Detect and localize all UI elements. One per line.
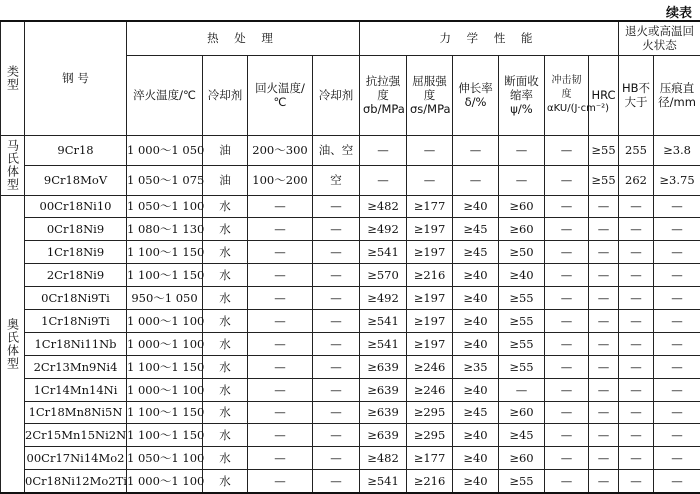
coolant2-cell: —	[313, 424, 360, 447]
table-row	[1, 401, 700, 424]
header-type: 类型	[1, 21, 25, 135]
grade-cell: 1Cr18Ni11Nb	[25, 332, 127, 355]
coolant1-cell: 水	[203, 332, 248, 355]
hb-cell: 262	[619, 165, 654, 195]
temper-cell: —	[248, 218, 313, 241]
quench-cell: 1 050～1 075	[127, 165, 203, 195]
yield-cell: ≥197	[407, 218, 453, 241]
quench-cell: 1 000～1 100	[127, 378, 203, 401]
indent-cell: —	[654, 264, 700, 287]
coolant2-cell: —	[313, 401, 360, 424]
impact-cell: —	[545, 378, 589, 401]
tensile-cell: ≥492	[360, 218, 407, 241]
indent-cell: —	[654, 287, 700, 310]
temper-cell: —	[248, 309, 313, 332]
reduction-cell: ≥55	[499, 287, 545, 310]
hrc-cell: —	[589, 241, 619, 264]
coolant2-cell: —	[313, 332, 360, 355]
temper-cell: —	[248, 264, 313, 287]
table-row	[1, 470, 700, 493]
yield-cell: ≥216	[407, 264, 453, 287]
impact-cell: —	[545, 447, 589, 470]
tensile-cell: ≥639	[360, 401, 407, 424]
hb-cell: —	[619, 195, 654, 218]
indent-cell: —	[654, 378, 700, 401]
tensile-cell: —	[360, 165, 407, 195]
grade-cell: 1Cr18Ni9Ti	[25, 309, 127, 332]
header-indent: 压痕直径/mm	[654, 55, 700, 135]
temper-cell: —	[248, 424, 313, 447]
coolant1-cell: 水	[203, 470, 248, 493]
coolant1-cell: 水	[203, 195, 248, 218]
type-cell-austenitic: 奥氏体型	[1, 195, 25, 493]
reduction-cell: —	[499, 135, 545, 165]
tensile-cell: ≥492	[360, 287, 407, 310]
coolant2-cell: —	[313, 470, 360, 493]
elongation-cell: —	[453, 165, 499, 195]
tensile-cell: ≥541	[360, 470, 407, 493]
header-yield: 屈服强度σs/MPa	[407, 55, 453, 135]
yield-cell: ≥197	[407, 287, 453, 310]
impact-cell: —	[545, 135, 589, 165]
grade-cell: 9Cr18MoV	[25, 165, 127, 195]
grade-cell: 1Cr14Mn14Ni	[25, 378, 127, 401]
indent-cell: —	[654, 218, 700, 241]
table-row	[1, 165, 700, 195]
reduction-cell: ≥45	[499, 424, 545, 447]
hrc-cell: —	[589, 218, 619, 241]
hrc-cell: ≥55	[589, 165, 619, 195]
coolant1-cell: 水	[203, 378, 248, 401]
coolant1-cell: 水	[203, 309, 248, 332]
impact-cell: —	[545, 264, 589, 287]
coolant1-cell: 油	[203, 165, 248, 195]
impact-cell: —	[545, 241, 589, 264]
grade-cell: 00Cr18Ni10	[25, 195, 127, 218]
tensile-cell: ≥570	[360, 264, 407, 287]
header-impact: 冲击韧度αKU/(J·cm⁻²)	[545, 55, 589, 135]
temper-cell: —	[248, 241, 313, 264]
elongation-cell: ≥40	[453, 309, 499, 332]
yield-cell: —	[407, 165, 453, 195]
temper-cell: —	[248, 447, 313, 470]
tensile-cell: —	[360, 135, 407, 165]
yield-cell: ≥295	[407, 401, 453, 424]
grade-cell: 2Cr13Mn9Ni4	[25, 355, 127, 378]
table-row	[1, 218, 700, 241]
impact-cell: —	[545, 195, 589, 218]
temper-cell: —	[248, 332, 313, 355]
temper-cell: —	[248, 355, 313, 378]
hrc-cell: —	[589, 195, 619, 218]
hrc-cell: —	[589, 309, 619, 332]
indent-cell: —	[654, 309, 700, 332]
grade-cell: 1Cr18Mn8Ni5N	[25, 401, 127, 424]
impact-cell: —	[545, 309, 589, 332]
quench-cell: 1 000～1 100	[127, 309, 203, 332]
hb-cell: —	[619, 309, 654, 332]
header-hrc: HRC	[589, 55, 619, 135]
coolant2-cell: —	[313, 241, 360, 264]
temper-cell: —	[248, 378, 313, 401]
coolant2-cell: —	[313, 309, 360, 332]
coolant1-cell: 水	[203, 401, 248, 424]
impact-cell: —	[545, 424, 589, 447]
indent-cell: —	[654, 470, 700, 493]
hb-cell: —	[619, 264, 654, 287]
yield-cell: ≥216	[407, 470, 453, 493]
coolant2-cell: —	[313, 355, 360, 378]
indent-cell: ≥3.75	[654, 165, 700, 195]
table-row	[1, 264, 700, 287]
hrc-cell: —	[589, 470, 619, 493]
coolant2-cell: —	[313, 218, 360, 241]
coolant2-cell: —	[313, 287, 360, 310]
coolant1-cell: 水	[203, 241, 248, 264]
temper-cell: 100～200	[248, 165, 313, 195]
elongation-cell: ≥40	[453, 264, 499, 287]
header-reduction: 断面收缩率ψ/%	[499, 55, 545, 135]
elongation-cell: ≥40	[453, 378, 499, 401]
yield-cell: ≥177	[407, 447, 453, 470]
continued-label: 续表	[666, 2, 692, 21]
quench-cell: 1 100～1 150	[127, 424, 203, 447]
type-cell-martensitic: 马氏体型	[1, 135, 25, 195]
hb-cell: —	[619, 401, 654, 424]
coolant2-cell: —	[313, 447, 360, 470]
elongation-cell: ≥40	[453, 195, 499, 218]
header-grade: 钢 号	[25, 21, 127, 135]
yield-cell: ≥246	[407, 378, 453, 401]
elongation-cell: ≥40	[453, 470, 499, 493]
austenitic-group	[1, 195, 700, 493]
hrc-cell: —	[589, 332, 619, 355]
table-row	[1, 447, 700, 470]
elongation-cell: ≥40	[453, 287, 499, 310]
reduction-cell: ≥55	[499, 332, 545, 355]
table-row	[1, 332, 700, 355]
header-hb: HB不大于	[619, 55, 654, 135]
temper-cell: —	[248, 287, 313, 310]
hb-cell: —	[619, 218, 654, 241]
elongation-cell: —	[453, 135, 499, 165]
indent-cell: —	[654, 332, 700, 355]
reduction-cell: ≥60	[499, 401, 545, 424]
coolant1-cell: 油	[203, 135, 248, 165]
reduction-cell: ≥55	[499, 355, 545, 378]
table-row	[1, 195, 700, 218]
tensile-cell: ≥639	[360, 378, 407, 401]
reduction-cell: ≥60	[499, 195, 545, 218]
yield-cell: ≥197	[407, 309, 453, 332]
grade-cell: 2Cr15Mn15Ni2N	[25, 424, 127, 447]
grade-cell: 0Cr18Ni12Mo2Ti	[25, 470, 127, 493]
reduction-cell: ≥55	[499, 470, 545, 493]
elongation-cell: ≥35	[453, 355, 499, 378]
header-coolant-1: 冷却剂	[203, 55, 248, 135]
reduction-cell: ≥55	[499, 309, 545, 332]
indent-cell: —	[654, 195, 700, 218]
reduction-cell: ≥50	[499, 241, 545, 264]
grade-cell: 0Cr18Ni9Ti	[25, 287, 127, 310]
yield-cell: ≥197	[407, 332, 453, 355]
indent-cell: —	[654, 355, 700, 378]
quench-cell: 1 000～1 100	[127, 332, 203, 355]
hrc-cell: —	[589, 447, 619, 470]
indent-cell: —	[654, 401, 700, 424]
grade-cell: 2Cr18Ni9	[25, 264, 127, 287]
hrc-cell: ≥55	[589, 135, 619, 165]
temper-cell: —	[248, 470, 313, 493]
impact-cell: —	[545, 355, 589, 378]
indent-cell: ≥3.8	[654, 135, 700, 165]
tensile-cell: ≥541	[360, 241, 407, 264]
table-row	[1, 424, 700, 447]
tensile-cell: ≥541	[360, 332, 407, 355]
tensile-cell: ≥482	[360, 447, 407, 470]
reduction-cell: —	[499, 165, 545, 195]
coolant2-cell: 空	[313, 165, 360, 195]
hrc-cell: —	[589, 424, 619, 447]
impact-cell: —	[545, 470, 589, 493]
header-coolant-2: 冷却剂	[313, 55, 360, 135]
tensile-cell: ≥482	[360, 195, 407, 218]
steel-spec-table	[0, 20, 700, 494]
grade-cell: 9Cr18	[25, 135, 127, 165]
quench-cell: 1 080～1 130	[127, 218, 203, 241]
yield-cell: —	[407, 135, 453, 165]
coolant2-cell: —	[313, 264, 360, 287]
elongation-cell: ≥45	[453, 241, 499, 264]
tensile-cell: ≥541	[360, 309, 407, 332]
hb-cell: —	[619, 241, 654, 264]
header-heat-treatment: 热 处 理	[127, 21, 360, 55]
coolant2-cell: —	[313, 195, 360, 218]
table-row	[1, 135, 700, 165]
reduction-cell: ≥40	[499, 264, 545, 287]
impact-cell: —	[545, 401, 589, 424]
header-mechanical-properties: 力 学 性 能	[360, 21, 619, 55]
tensile-cell: ≥639	[360, 355, 407, 378]
temper-cell: —	[248, 401, 313, 424]
indent-cell: —	[654, 424, 700, 447]
temper-cell: —	[248, 195, 313, 218]
reduction-cell: ≥60	[499, 447, 545, 470]
reduction-cell: ≥60	[499, 218, 545, 241]
quench-cell: 1 000～1 050	[127, 135, 203, 165]
indent-cell: —	[654, 447, 700, 470]
quench-cell: 1 100～1 150	[127, 355, 203, 378]
tensile-cell: ≥639	[360, 424, 407, 447]
header-annealing: 退火或高温回火状态	[619, 21, 700, 55]
table-row	[1, 355, 700, 378]
table-row	[1, 309, 700, 332]
coolant1-cell: 水	[203, 218, 248, 241]
impact-cell: —	[545, 218, 589, 241]
hb-cell: —	[619, 332, 654, 355]
impact-cell: —	[545, 287, 589, 310]
quench-cell: 1 050～1 100	[127, 447, 203, 470]
elongation-cell: ≥45	[453, 218, 499, 241]
elongation-cell: ≥40	[453, 424, 499, 447]
hb-cell: —	[619, 287, 654, 310]
quench-cell: 1 000～1 100	[127, 470, 203, 493]
header-tensile: 抗拉强度σb/MPa	[360, 55, 407, 135]
hb-cell: —	[619, 447, 654, 470]
elongation-cell: ≥45	[453, 401, 499, 424]
table-row	[1, 378, 700, 401]
yield-cell: ≥177	[407, 195, 453, 218]
coolant1-cell: 水	[203, 424, 248, 447]
hb-cell: —	[619, 470, 654, 493]
yield-cell: ≥197	[407, 241, 453, 264]
impact-cell: —	[545, 332, 589, 355]
hrc-cell: —	[589, 264, 619, 287]
table-row	[1, 241, 700, 264]
grade-cell: 00Cr17Ni14Mo2	[25, 447, 127, 470]
hrc-cell: —	[589, 355, 619, 378]
hrc-cell: —	[589, 401, 619, 424]
hb-cell: —	[619, 424, 654, 447]
grade-cell: 1Cr18Ni9	[25, 241, 127, 264]
quench-cell: 950～1 050	[127, 287, 203, 310]
temper-cell: 200～300	[248, 135, 313, 165]
table-row	[1, 287, 700, 310]
header-quench-temp: 淬火温度/℃	[127, 55, 203, 135]
coolant1-cell: 水	[203, 264, 248, 287]
coolant2-cell: —	[313, 378, 360, 401]
grade-cell: 0Cr18Ni9	[25, 218, 127, 241]
quench-cell: 1 100～1 150	[127, 241, 203, 264]
hb-cell: 255	[619, 135, 654, 165]
quench-cell: 1 100～1 150	[127, 264, 203, 287]
elongation-cell: ≥40	[453, 332, 499, 355]
yield-cell: ≥295	[407, 424, 453, 447]
header-elongation: 伸长率δ/%	[453, 55, 499, 135]
hb-cell: —	[619, 378, 654, 401]
reduction-cell: —	[499, 378, 545, 401]
yield-cell: ≥246	[407, 355, 453, 378]
coolant2-cell: 油、空	[313, 135, 360, 165]
elongation-cell: ≥40	[453, 447, 499, 470]
indent-cell: —	[654, 241, 700, 264]
coolant1-cell: 水	[203, 355, 248, 378]
hb-cell: —	[619, 355, 654, 378]
hrc-cell: —	[589, 287, 619, 310]
header-temper-temp: 回火温度/℃	[248, 55, 313, 135]
quench-cell: 1 100～1 150	[127, 401, 203, 424]
quench-cell: 1 050～1 100	[127, 195, 203, 218]
hrc-cell: —	[589, 378, 619, 401]
coolant1-cell: 水	[203, 447, 248, 470]
impact-cell: —	[545, 165, 589, 195]
coolant1-cell: 水	[203, 287, 248, 310]
